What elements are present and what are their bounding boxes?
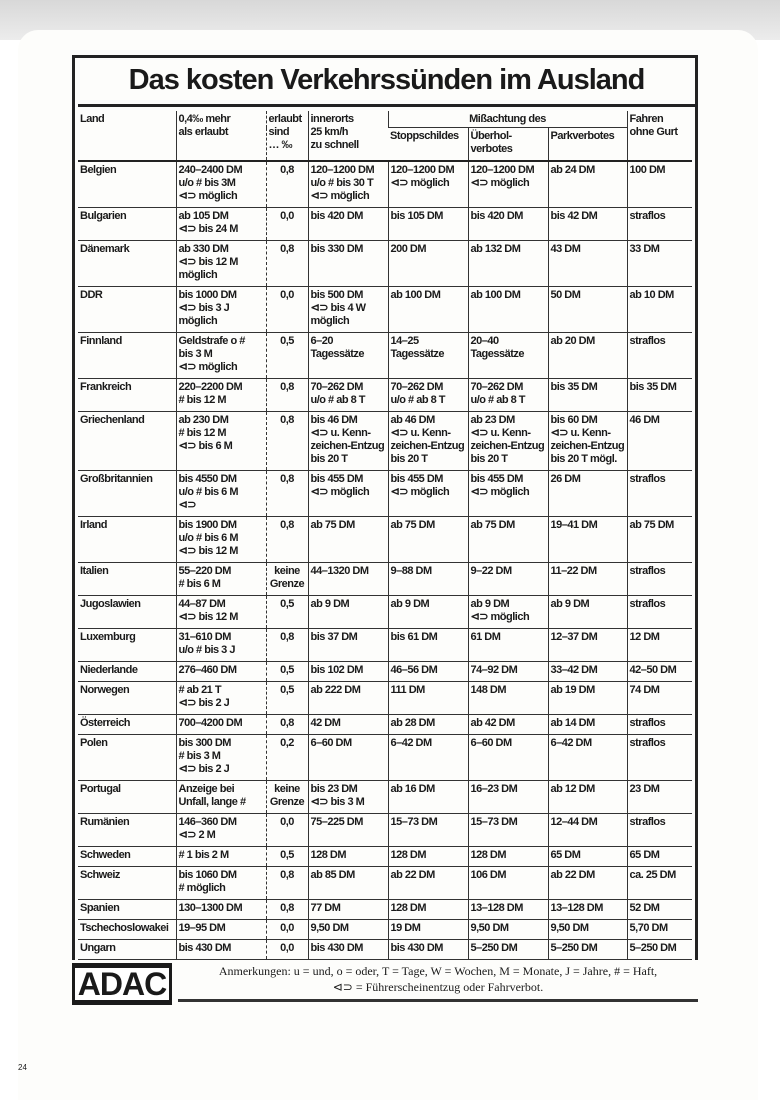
cell-parking: ab 12 DM (548, 781, 627, 814)
cell-limit: keine Grenze (266, 781, 308, 814)
cell-land: Niederlande (78, 662, 176, 682)
cell-land: Österreich (78, 715, 176, 735)
cell-limit: 0,8 (266, 517, 308, 563)
cell-limit: 0,8 (266, 867, 308, 900)
cell-speeding: 120–1200 DM u/o # bis 30 T ⊲⊃ möglich (308, 161, 388, 208)
cell-parking: ab 19 DM (548, 682, 627, 715)
header-group-disregard: Mißachtung des (388, 111, 627, 128)
table-row (78, 920, 692, 940)
header-stop: Stoppschildes (388, 128, 468, 162)
cell-promille-fine: 31–610 DM u/o # bis 3 J (176, 629, 266, 662)
cell-stop: 14–25 Tagessätze (388, 333, 468, 379)
cell-stop: 120–1200 DM ⊲⊃ möglich (388, 161, 468, 208)
cell-limit: 0,8 (266, 412, 308, 471)
cell-land: Polen (78, 735, 176, 781)
bottom-rule (178, 999, 698, 1002)
cell-belt: 52 DM (627, 900, 692, 920)
cell-land: Portugal (78, 781, 176, 814)
cell-overtaking: bis 420 DM (468, 208, 548, 241)
header-overtaking: Überhol- verbotes (468, 128, 548, 162)
cell-limit: 0,5 (266, 662, 308, 682)
cell-overtaking: 13–128 DM (468, 900, 548, 920)
cell-stop: 6–42 DM (388, 735, 468, 781)
cell-belt: 46 DM (627, 412, 692, 471)
cell-speeding: 75–225 DM (308, 814, 388, 847)
cell-stop: 46–56 DM (388, 662, 468, 682)
cell-promille-fine: # 1 bis 2 M (176, 847, 266, 867)
table-row (78, 682, 692, 715)
table-row (78, 161, 692, 208)
page-title: Das kosten Verkehrssünden im Ausland (128, 64, 645, 96)
page-number: 24 (18, 1063, 27, 1072)
cell-promille-fine: bis 1900 DM u/o # bis 6 M ⊲⊃ bis 12 M (176, 517, 266, 563)
cell-overtaking: ab 132 DM (468, 241, 548, 287)
cell-overtaking: ab 75 DM (468, 517, 548, 563)
cell-overtaking: ab 100 DM (468, 287, 548, 333)
table-row (78, 563, 692, 596)
table-frame (72, 55, 698, 960)
cell-stop: 128 DM (388, 900, 468, 920)
cell-land: Finnland (78, 333, 176, 379)
cell-promille-fine: Geldstrafe o # bis 3 M ⊲⊃ möglich (176, 333, 266, 379)
cell-speeding: ab 222 DM (308, 682, 388, 715)
table-row (78, 781, 692, 814)
cell-stop: ab 22 DM (388, 867, 468, 900)
cell-speeding: bis 102 DM (308, 662, 388, 682)
cell-promille-fine: bis 1060 DM # möglich (176, 867, 266, 900)
content-wrapper (72, 55, 698, 1005)
cell-speeding: bis 330 DM (308, 241, 388, 287)
cell-stop: ab 46 DM ⊲⊃ u. Kenn- zeichen-Entzug bis 20 T (388, 412, 468, 471)
cell-parking: bis 35 DM (548, 379, 627, 412)
cell-overtaking: 148 DM (468, 682, 548, 715)
cell-stop: ab 9 DM (388, 596, 468, 629)
table-row (78, 596, 692, 629)
cell-belt: 12 DM (627, 629, 692, 662)
table-row (78, 662, 692, 682)
cell-land: Dänemark (78, 241, 176, 287)
cell-stop: bis 455 DM ⊲⊃ möglich (388, 471, 468, 517)
cell-limit: 0,0 (266, 208, 308, 241)
cell-overtaking: 74–92 DM (468, 662, 548, 682)
cell-stop: ab 28 DM (388, 715, 468, 735)
cell-parking: 5–250 DM (548, 940, 627, 960)
cell-parking: 9,50 DM (548, 920, 627, 940)
cell-belt: bis 35 DM (627, 379, 692, 412)
cell-promille-fine: 19–95 DM (176, 920, 266, 940)
cell-promille-fine: Anzeige bei Unfall, lange # (176, 781, 266, 814)
cell-overtaking: 6–60 DM (468, 735, 548, 781)
cell-speeding: bis 23 DM ⊲⊃ bis 3 M (308, 781, 388, 814)
cell-belt: 42–50 DM (627, 662, 692, 682)
cell-belt: 23 DM (627, 781, 692, 814)
cell-limit: 0,5 (266, 682, 308, 715)
cell-stop: ab 100 DM (388, 287, 468, 333)
cell-stop: ab 16 DM (388, 781, 468, 814)
table-row (78, 900, 692, 920)
cell-promille-fine: 240–2400 DM u/o # bis 3M ⊲⊃ möglich (176, 161, 266, 208)
cell-promille-fine: 220–2200 DM # bis 12 M (176, 379, 266, 412)
cell-overtaking: 128 DM (468, 847, 548, 867)
cell-land: Irland (78, 517, 176, 563)
cell-limit: 0,5 (266, 596, 308, 629)
cell-promille-fine: 146–360 DM ⊲⊃ 2 M (176, 814, 266, 847)
cell-belt: straflos (627, 333, 692, 379)
cell-stop: 128 DM (388, 847, 468, 867)
cell-overtaking: 16–23 DM (468, 781, 548, 814)
footnote-line-2: ⊲⊃ = Führerscheinentzug oder Fahrverbot. (332, 980, 544, 994)
table-row (78, 814, 692, 847)
cell-limit: keine Grenze (266, 563, 308, 596)
cell-speeding: ab 85 DM (308, 867, 388, 900)
cell-limit: 0,0 (266, 287, 308, 333)
adac-logo (72, 963, 172, 1005)
cell-parking: 6–42 DM (548, 735, 627, 781)
cell-limit: 0,0 (266, 940, 308, 960)
cell-overtaking: 9–22 DM (468, 563, 548, 596)
cell-promille-fine: ab 330 DM ⊲⊃ bis 12 M möglich (176, 241, 266, 287)
cell-land: Tschechoslowakei (78, 920, 176, 940)
cell-speeding: bis 430 DM (308, 940, 388, 960)
cell-land: Ungarn (78, 940, 176, 960)
header-belt: Fahren ohne Gurt (627, 111, 692, 161)
cell-belt: 33 DM (627, 241, 692, 287)
cell-parking: 26 DM (548, 471, 627, 517)
cell-promille-fine: bis 4550 DM u/o # bis 6 M ⊲⊃ (176, 471, 266, 517)
cell-speeding: bis 500 DM ⊲⊃ bis 4 W möglich (308, 287, 388, 333)
cell-limit: 0,2 (266, 735, 308, 781)
table-row (78, 333, 692, 379)
cell-parking: 43 DM (548, 241, 627, 287)
cell-land: Frankreich (78, 379, 176, 412)
cell-parking: bis 42 DM (548, 208, 627, 241)
cell-land: Luxemburg (78, 629, 176, 662)
cell-belt: ca. 25 DM (627, 867, 692, 900)
cell-belt: 74 DM (627, 682, 692, 715)
cell-overtaking: 20–40 Tagessätze (468, 333, 548, 379)
cell-promille-fine: ab 105 DM ⊲⊃ bis 24 M (176, 208, 266, 241)
cell-overtaking: ab 42 DM (468, 715, 548, 735)
cell-overtaking: ab 23 DM ⊲⊃ u. Kenn- zeichen-Entzug bis 20 T (468, 412, 548, 471)
table-row (78, 735, 692, 781)
cell-land: Italien (78, 563, 176, 596)
cell-stop: 200 DM (388, 241, 468, 287)
cell-limit: 0,5 (266, 847, 308, 867)
cell-belt: 5,70 DM (627, 920, 692, 940)
cell-parking: 12–44 DM (548, 814, 627, 847)
cell-belt: 5–250 DM (627, 940, 692, 960)
cell-stop: 70–262 DM u/o # ab 8 T (388, 379, 468, 412)
cell-belt: ab 10 DM (627, 287, 692, 333)
cell-parking: ab 24 DM (548, 161, 627, 208)
cell-promille-fine: bis 430 DM (176, 940, 266, 960)
cell-land: Großbritannien (78, 471, 176, 517)
cell-stop: 15–73 DM (388, 814, 468, 847)
table-row (78, 940, 692, 960)
header-limit: erlaubt sind … ‰ (266, 111, 308, 161)
cell-land: Spanien (78, 900, 176, 920)
cell-land: Schweden (78, 847, 176, 867)
cell-parking: 65 DM (548, 847, 627, 867)
cell-overtaking: 61 DM (468, 629, 548, 662)
cell-limit: 0,0 (266, 814, 308, 847)
table-row (78, 287, 692, 333)
cell-land: Rumänien (78, 814, 176, 847)
cell-limit: 0,8 (266, 900, 308, 920)
table-row (78, 412, 692, 471)
cell-land: Griechenland (78, 412, 176, 471)
fines-table (78, 111, 692, 960)
adac-logo-text: ADAC (75, 968, 169, 1000)
cell-speeding: 128 DM (308, 847, 388, 867)
cell-promille-fine: 55–220 DM # bis 6 M (176, 563, 266, 596)
cell-speeding: bis 46 DM ⊲⊃ u. Kenn- zeichen-Entzug bis 20 T (308, 412, 388, 471)
cell-promille-fine: # ab 21 T ⊲⊃ bis 2 J (176, 682, 266, 715)
cell-speeding: bis 37 DM (308, 629, 388, 662)
cell-speeding: 77 DM (308, 900, 388, 920)
table-body (78, 161, 692, 960)
cell-parking: 13–128 DM (548, 900, 627, 920)
cell-speeding: 6–20 Tagessätze (308, 333, 388, 379)
cell-speeding: ab 9 DM (308, 596, 388, 629)
cell-limit: 0,0 (266, 920, 308, 940)
cell-speeding: 6–60 DM (308, 735, 388, 781)
cell-land: Bulgarien (78, 208, 176, 241)
header-speeding: innerorts 25 km/h zu schnell (308, 111, 388, 161)
cell-belt: 100 DM (627, 161, 692, 208)
cell-limit: 0,8 (266, 161, 308, 208)
cell-belt: straflos (627, 563, 692, 596)
footnotes-box (178, 963, 698, 1002)
cell-overtaking: 70–262 DM u/o # ab 8 T (468, 379, 548, 412)
cell-parking: 11–22 DM (548, 563, 627, 596)
cell-limit: 0,8 (266, 471, 308, 517)
cell-speeding: 9,50 DM (308, 920, 388, 940)
cell-overtaking: bis 455 DM ⊲⊃ möglich (468, 471, 548, 517)
cell-stop: bis 430 DM (388, 940, 468, 960)
cell-belt: straflos (627, 208, 692, 241)
cell-overtaking: 106 DM (468, 867, 548, 900)
cell-promille-fine: bis 300 DM # bis 3 M ⊲⊃ bis 2 J (176, 735, 266, 781)
footer (72, 963, 698, 1005)
cell-belt: straflos (627, 814, 692, 847)
cell-belt: straflos (627, 735, 692, 781)
table-row (78, 379, 692, 412)
cell-promille-fine: bis 1000 DM ⊲⊃ bis 3 J möglich (176, 287, 266, 333)
cell-speeding: bis 455 DM ⊲⊃ möglich (308, 471, 388, 517)
cell-promille-fine: 130–1300 DM (176, 900, 266, 920)
cell-limit: 0,8 (266, 715, 308, 735)
cell-belt: ab 75 DM (627, 517, 692, 563)
cell-promille-fine: 700–4200 DM (176, 715, 266, 735)
cell-stop: bis 61 DM (388, 629, 468, 662)
table-row (78, 715, 692, 735)
cell-stop: ab 75 DM (388, 517, 468, 563)
cell-parking: 33–42 DM (548, 662, 627, 682)
cell-speeding: 44–1320 DM (308, 563, 388, 596)
cell-promille-fine: ab 230 DM # bis 12 M ⊲⊃ bis 6 M (176, 412, 266, 471)
cell-parking: ab 20 DM (548, 333, 627, 379)
cell-speeding: 70–262 DM u/o # ab 8 T (308, 379, 388, 412)
cell-overtaking: ab 9 DM ⊲⊃ möglich (468, 596, 548, 629)
cell-parking: ab 9 DM (548, 596, 627, 629)
cell-overtaking: 9,50 DM (468, 920, 548, 940)
cell-limit: 0,5 (266, 333, 308, 379)
cell-limit: 0,8 (266, 629, 308, 662)
cell-parking: 19–41 DM (548, 517, 627, 563)
cell-parking: bis 60 DM ⊲⊃ u. Kenn- zeichen-Entzug bis 20 T mögl. (548, 412, 627, 471)
cell-parking: ab 14 DM (548, 715, 627, 735)
cell-stop: 9–88 DM (388, 563, 468, 596)
header-promille-fine: 0,4‰ mehr als erlaubt (176, 111, 266, 161)
cell-parking: ab 22 DM (548, 867, 627, 900)
table-row (78, 629, 692, 662)
cell-promille-fine: 276–460 DM (176, 662, 266, 682)
cell-land: Norwegen (78, 682, 176, 715)
cell-stop: 19 DM (388, 920, 468, 940)
table-row (78, 847, 692, 867)
footnote-line-1: Anmerkungen: u = und, o = oder, T = Tage, W = Wochen, M = Monate, J = Jahre, # = Haft, (218, 964, 658, 978)
cell-land: Belgien (78, 161, 176, 208)
cell-parking: 12–37 DM (548, 629, 627, 662)
cell-land: Schweiz (78, 867, 176, 900)
table-header (78, 111, 692, 161)
cell-promille-fine: 44–87 DM ⊲⊃ bis 12 M (176, 596, 266, 629)
table-row (78, 208, 692, 241)
cell-speeding: ab 75 DM (308, 517, 388, 563)
cell-limit: 0,8 (266, 379, 308, 412)
header-parking: Parkverbotes (548, 128, 627, 162)
cell-parking: 50 DM (548, 287, 627, 333)
cell-land: Jugoslawien (78, 596, 176, 629)
table-row (78, 241, 692, 287)
cell-belt: 65 DM (627, 847, 692, 867)
cell-stop: 111 DM (388, 682, 468, 715)
cell-speeding: 42 DM (308, 715, 388, 735)
cell-speeding: bis 420 DM (308, 208, 388, 241)
table-row (78, 517, 692, 563)
cell-belt: straflos (627, 471, 692, 517)
cell-overtaking: 5–250 DM (468, 940, 548, 960)
title-rule (78, 104, 695, 107)
cell-land: DDR (78, 287, 176, 333)
cell-overtaking: 15–73 DM (468, 814, 548, 847)
footnotes (178, 963, 698, 995)
table-row (78, 867, 692, 900)
header-land: Land (78, 111, 176, 161)
table-row (78, 471, 692, 517)
cell-belt: straflos (627, 715, 692, 735)
cell-overtaking: 120–1200 DM ⊲⊃ möglich (468, 161, 548, 208)
cell-belt: straflos (627, 596, 692, 629)
cell-limit: 0,8 (266, 241, 308, 287)
cell-stop: bis 105 DM (388, 208, 468, 241)
